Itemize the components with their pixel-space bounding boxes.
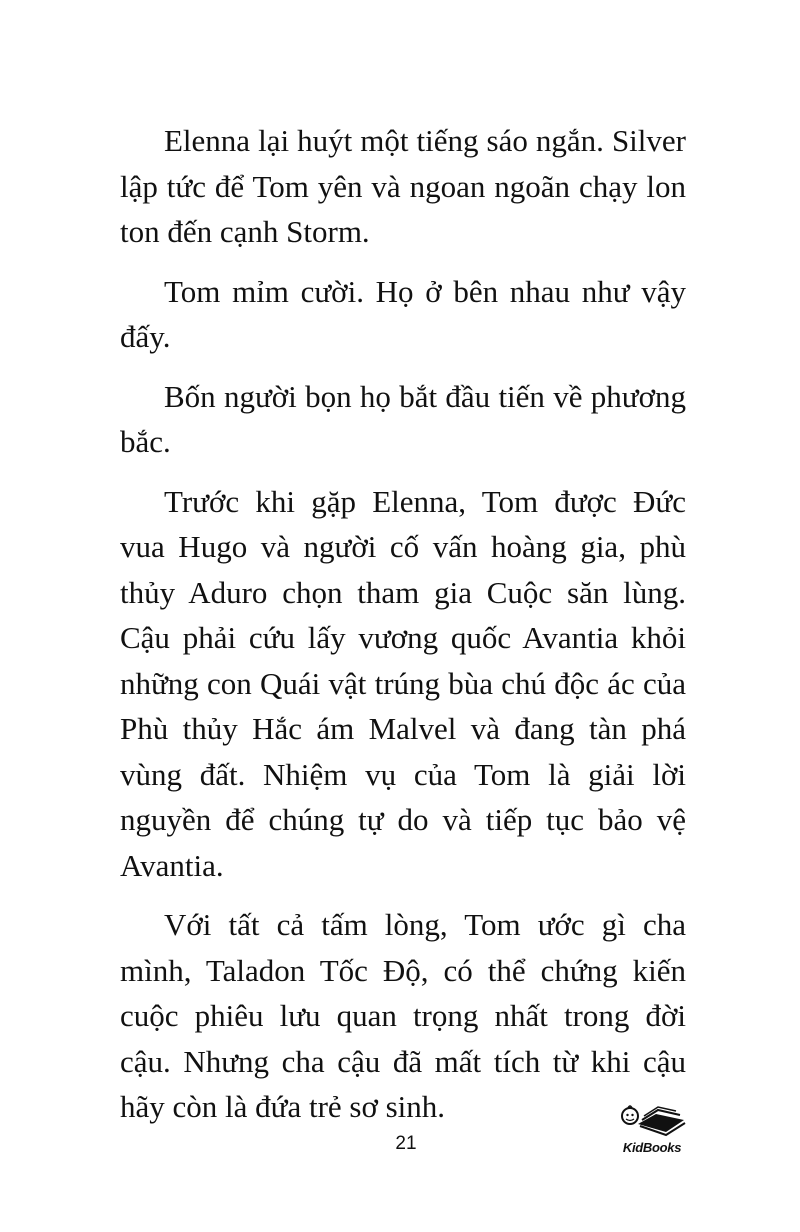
paragraph: Trước khi gặp Elenna, Tom được Đức vua Hugo và người cố vấn hoàng gia, phù thủy Aduro chọn tham gia Cuộc săn lùng. Cậu phải cứu lấy vương quốc Avantia khỏi những con Quái vật trúng bùa chú độc ác của Phù thủy Hắc ám Malvel và đang tàn phá vùng đất. Nhiệm vụ của Tom là giải lời nguyền để chúng tự do và tiếp tục bảo vệ Avantia. (120, 483, 686, 883)
paragraph: Bốn người bọn họ bắt đầu tiến về phương bắc. (120, 378, 686, 459)
page-body (120, 118, 686, 1144)
publisher-logo (612, 1100, 692, 1160)
kidbooks-logo-icon (616, 1100, 688, 1140)
page-number: 21 (395, 1133, 417, 1154)
paragraph: Tom mỉm cười. Họ ở bên nhau như vậy đấy. (120, 273, 686, 354)
publisher-name: KidBooks (622, 1140, 682, 1155)
paragraph: Với tất cả tấm lòng, Tom ước gì cha mình, Taladon Tốc Độ, có thể chứng kiến cuộc phiêu lưu quan trọng nhất trong đời cậu. Nhưng cha cậu đã mất tích từ khi cậu hãy còn là đứa trẻ sơ sinh. (120, 907, 686, 1124)
paragraph: Elenna lại huýt một tiếng sáo ngắn. Silver lập tức để Tom yên và ngoan ngoãn chạy lon ton đến cạnh Storm. (120, 123, 686, 249)
